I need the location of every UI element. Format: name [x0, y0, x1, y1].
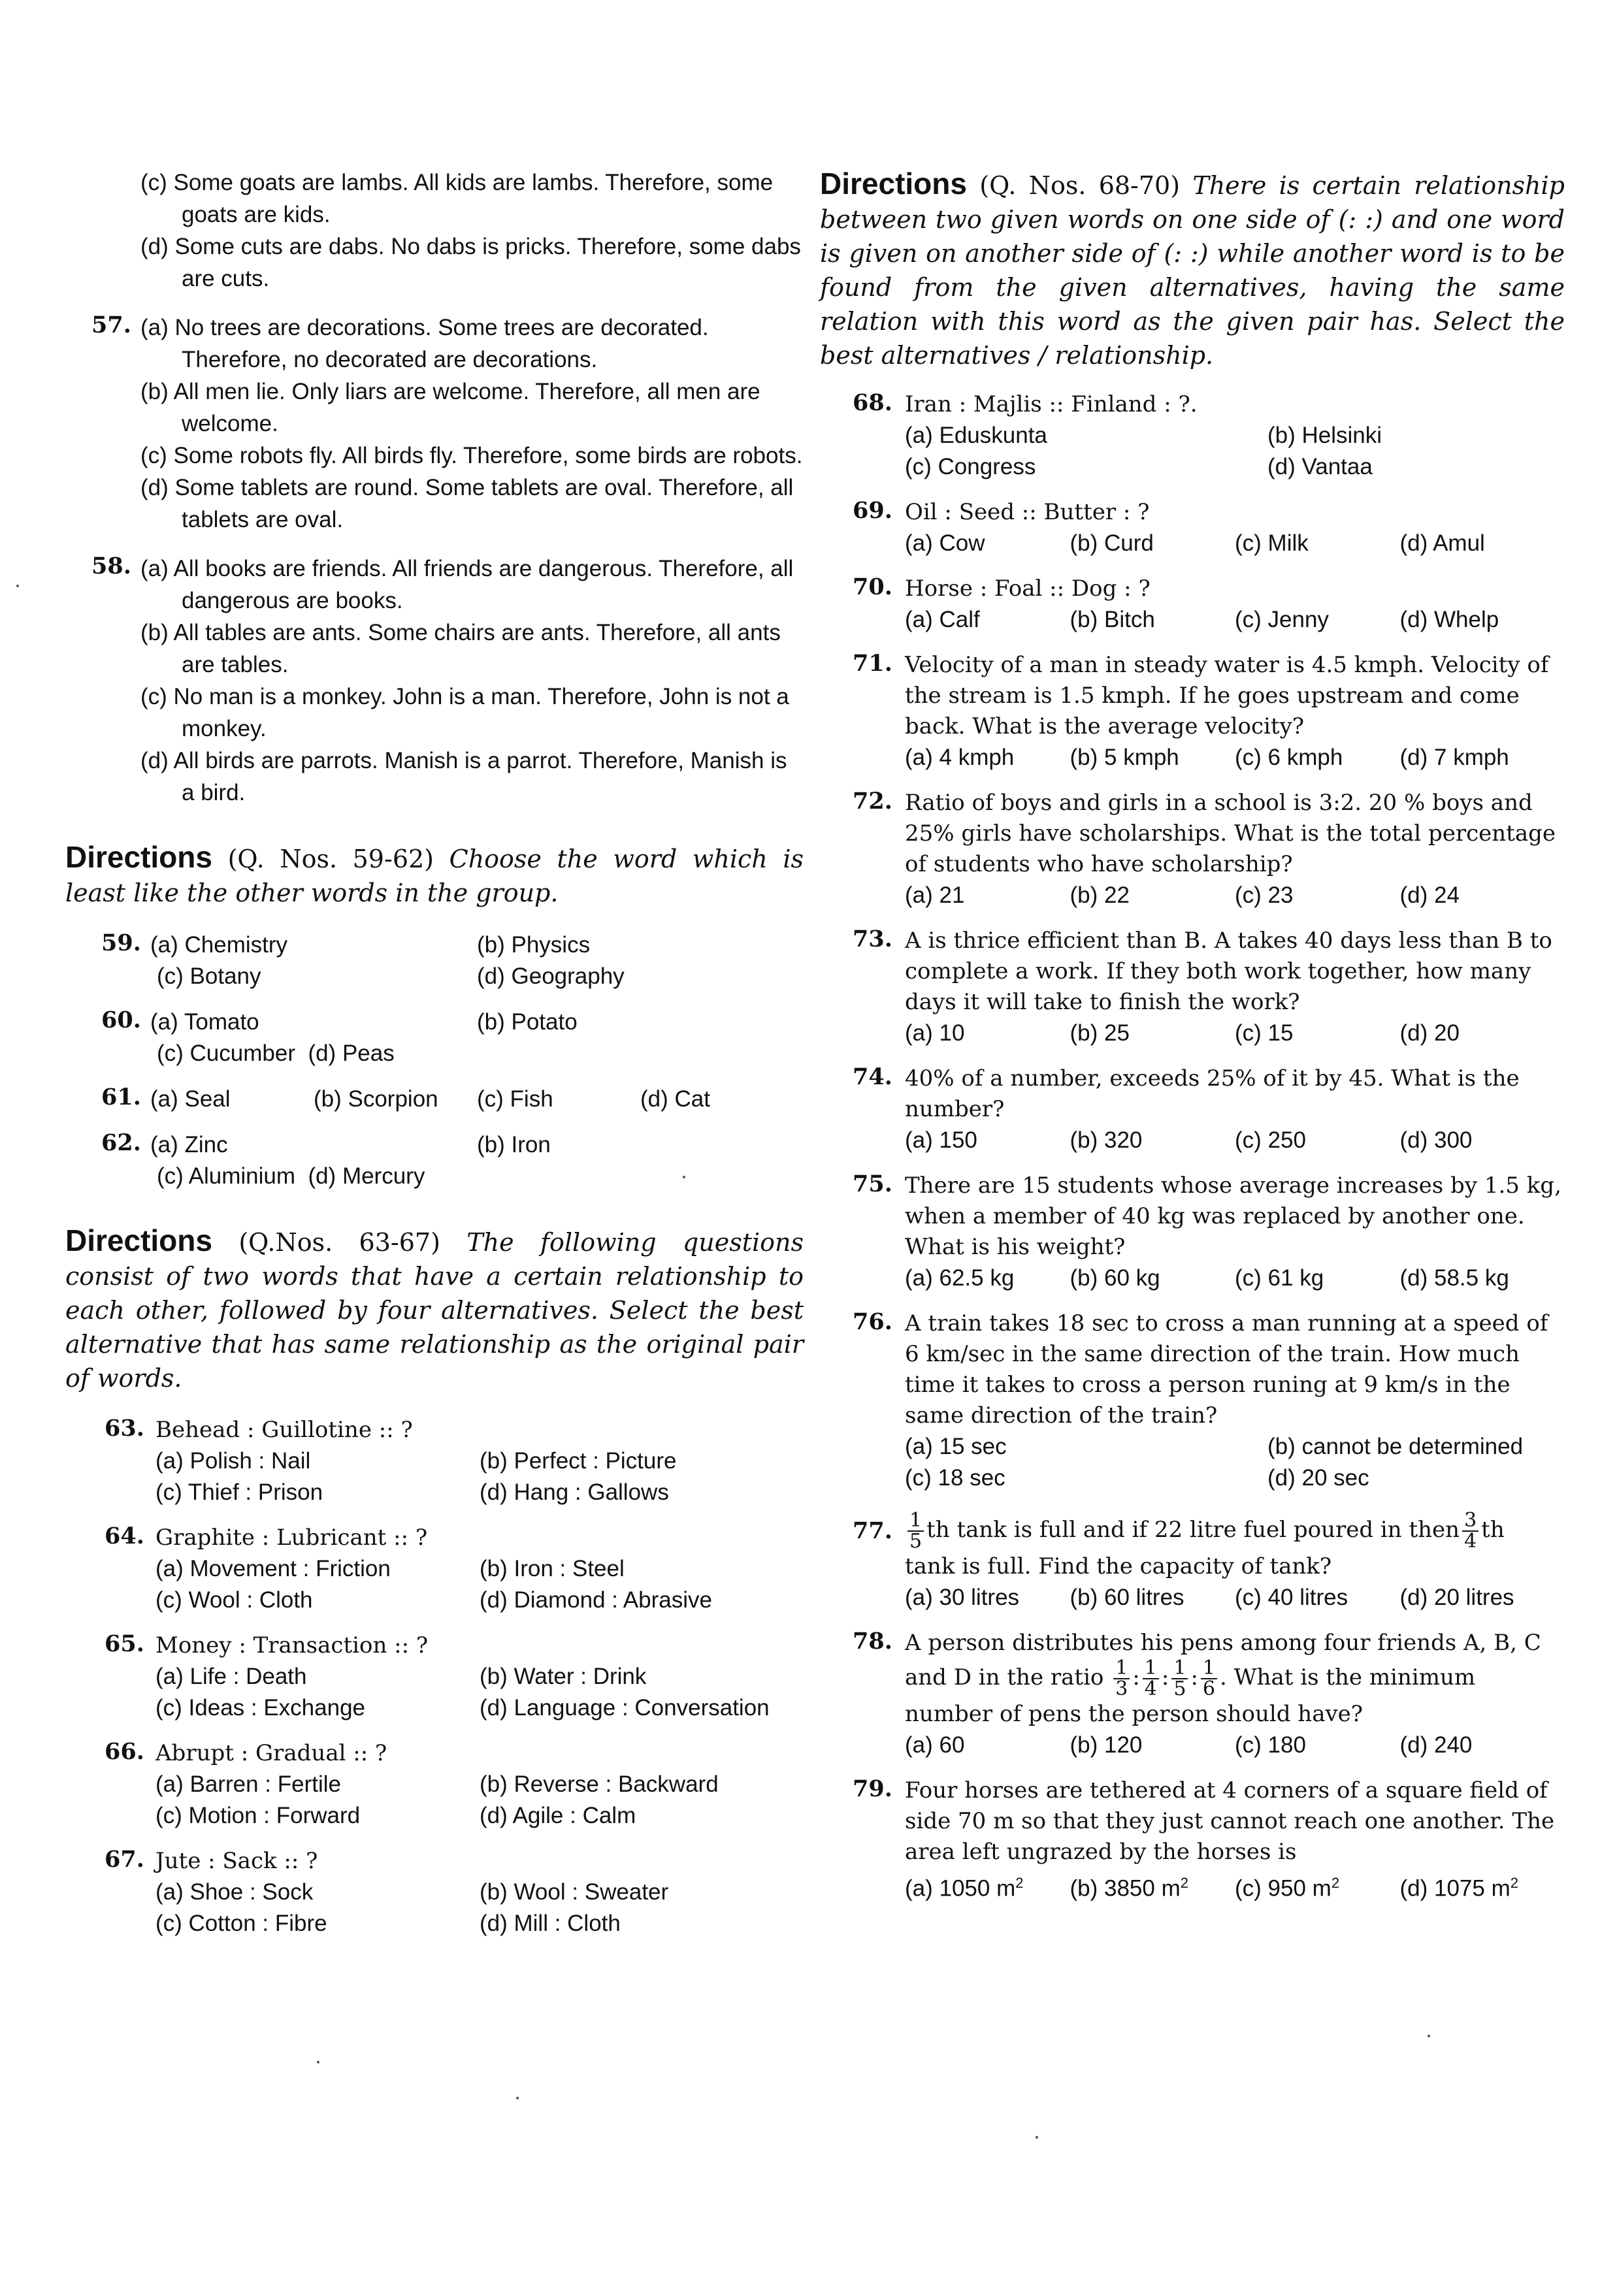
option-b: (b) 25: [1070, 1020, 1130, 1046]
option-a: (a) Shoe : Sock: [155, 1879, 314, 1905]
option-a: (a) Movement : Friction: [155, 1556, 391, 1581]
question-72: [820, 788, 1565, 911]
option-a: (a) Calf: [905, 607, 980, 632]
question-number: 72.: [853, 788, 892, 815]
option-b: (b) 320: [1070, 1127, 1143, 1153]
option-b: (b) cannot be determined: [1267, 1434, 1524, 1459]
option-c: (c) Motion : Forward: [155, 1803, 361, 1828]
option-a: (a) 4 kmph: [905, 745, 1015, 770]
option-d: (d) Diamond : Abrasive: [480, 1587, 712, 1613]
question-76: [820, 1308, 1565, 1494]
option-d: (d) Mercury: [308, 1163, 425, 1189]
question-number: 79.: [853, 1775, 892, 1802]
directions-heading: Directions: [820, 167, 967, 201]
question-stem: A train takes 18 sec to cross a man running at a speed of 6 km/sec in the same direction of the train. How much time it takes to cross a person runing at 9 km/s in the same direction of the train?: [905, 1310, 1548, 1429]
question-67: [65, 1846, 804, 1939]
question-number: 61.: [101, 1084, 141, 1110]
option-b: (b) Bitch: [1070, 607, 1155, 632]
question-68: [820, 389, 1565, 483]
question-59: [65, 930, 804, 992]
option-b: (b) Perfect : Picture: [480, 1448, 677, 1474]
question-number: 75.: [853, 1171, 892, 1197]
question-stem: Velocity of a man in steady water is 4.5 kmph. Velocity of the stream is 1.5 kmph. If he goes upstream and come back. What is the average velocity?: [905, 652, 1549, 739]
option-c: (c) Milk: [1235, 530, 1309, 556]
option-d: (d) Whelp: [1399, 607, 1499, 632]
option-a: (a) Life : Death: [155, 1664, 307, 1689]
question-61: [65, 1084, 804, 1115]
option-a: (a) 1050 $m^2$: [905, 1875, 1024, 1901]
question-62: [65, 1129, 804, 1192]
option-d: (d) Amul: [1399, 530, 1485, 556]
option-a: (a) Barren : Fertile: [155, 1771, 341, 1797]
option-b: (b) 60 litres: [1070, 1585, 1184, 1610]
option-a: (a) Cow: [905, 530, 985, 556]
option-d: (d) Vantaa: [1267, 454, 1373, 479]
scan-speck: [683, 1176, 685, 1178]
question-77: [820, 1511, 1565, 1613]
option-b: (b) Iron : Steel: [480, 1556, 625, 1581]
question-74: [820, 1063, 1565, 1156]
option-b: (b) 22: [1070, 882, 1130, 908]
option-d: (d) Hang : Gallows: [480, 1479, 669, 1505]
question-stem: A person distributes his pens among four friends A, B, C and D in the ratio $\frac{1}{3}$ : $\frac{1}{4}$ : $\frac{1}{5}$ : $\frac{1}{6}$ . What is the minimum number of pens the person should have?: [905, 1630, 1541, 1727]
question-number: 58.: [91, 553, 131, 579]
option-d: (d) 58.5 kg: [1399, 1265, 1509, 1291]
question-number: 65.: [105, 1630, 144, 1657]
option-a: (a) 30 litres: [905, 1585, 1020, 1610]
question-stem: Iran : Majlis :: Finland : ?.: [905, 391, 1198, 417]
directions-heading: Directions: [65, 1223, 212, 1257]
option-d: (d) 24: [1399, 882, 1460, 908]
scan-speck: [516, 2097, 519, 2099]
question-number: 71.: [853, 650, 892, 677]
right-column: [820, 167, 1565, 1905]
question-56-continued: [65, 167, 804, 295]
option-d: (d) Mill : Cloth: [480, 1911, 621, 1936]
question-stem: Horse : Foal :: Dog : ?: [905, 575, 1151, 602]
option-b: (b) Potato: [477, 1009, 578, 1035]
directions-ref: (Q. Nos. 68-70): [979, 171, 1181, 200]
question-number: 64.: [105, 1523, 144, 1549]
option-a: (a) All books are friends. All friends are dangerous. Therefore, all dangerous are books.: [140, 556, 794, 613]
fraction-one-fourth: $\frac{1}{4}$: [1143, 1658, 1159, 1699]
option-a: (a) Zinc: [150, 1132, 228, 1157]
option-d: (d) Some tablets are round. Some tablets are oval. Therefore, all tablets are oval.: [140, 475, 794, 532]
option-c: (c) 6 kmph: [1235, 745, 1343, 770]
directions-59-62: [65, 840, 804, 910]
question-69: [820, 497, 1565, 559]
directions-text: There is certain relationship between two given words on one side of (: :) and one word is given on another side of (: :) while another word is to be found from the given alternatives, having the same relation with this word as the given pair has. Select the best alternatives / relationship.: [820, 171, 1565, 370]
question-number: 66.: [105, 1738, 144, 1765]
left-column: [65, 167, 804, 1939]
option-d: (d) 20 litres: [1399, 1585, 1514, 1610]
option-d: (d) Geography: [477, 963, 625, 989]
option-b: (b) Water : Drink: [480, 1664, 647, 1689]
question-stem: Graphite : Lubricant :: ?: [155, 1525, 428, 1551]
option-c: (c) 40 litres: [1235, 1585, 1348, 1610]
fraction-one-sixth: $\frac{1}{6}$: [1201, 1658, 1217, 1699]
option-d: (d) 1075 $m^2$: [1399, 1875, 1518, 1901]
option-a: (a) Polish : Nail: [155, 1448, 311, 1474]
question-73: [820, 926, 1565, 1049]
option-c: (c) 15: [1235, 1020, 1294, 1046]
option-d: (d) 20: [1399, 1020, 1460, 1046]
question-number: 67.: [105, 1846, 144, 1873]
question-number: 70.: [853, 574, 892, 600]
option-d: (d) Cat: [640, 1086, 710, 1112]
option-a: (a) 150: [905, 1127, 977, 1153]
question-65: [65, 1630, 804, 1724]
question-number: 59.: [101, 930, 141, 956]
option-b: (b) Physics: [477, 932, 591, 958]
question-number: 63.: [105, 1415, 144, 1442]
option-c: (c) 23: [1235, 882, 1294, 908]
option-a: (a) 60: [905, 1732, 965, 1758]
question-stem: Four horses are tethered at 4 corners of a square field of side 70 m so that they just cannot reach one another. The area left ungrazed by the horses is: [905, 1777, 1555, 1865]
option-a: (a) 62.5 kg: [905, 1265, 1015, 1291]
option-b: (b) 120: [1070, 1732, 1143, 1758]
question-58: [65, 553, 804, 809]
option-d: (d) 240: [1399, 1732, 1473, 1758]
option-c: (c) 61 kg: [1235, 1265, 1324, 1291]
question-64: [65, 1523, 804, 1616]
question-number: 57.: [91, 312, 131, 338]
question-stem: A is thrice efficient than B. A takes 40 days less than B to complete a work. If they both work together, how many days it will take to finish the work?: [905, 928, 1552, 1015]
option-d: (d) Language : Conversation: [480, 1695, 770, 1721]
option-c: (c) Jenny: [1235, 607, 1329, 632]
option-a: (a) 10: [905, 1020, 965, 1046]
directions-text: Choose the word which is least like the other words in the group.: [65, 845, 804, 907]
directions-63-67: [65, 1223, 804, 1395]
option-c: (c) 250: [1235, 1127, 1306, 1153]
question-number: 62.: [101, 1129, 141, 1156]
option-a: (a) Seal: [150, 1086, 231, 1112]
question-stem: $\frac{1}{5}$ th tank is full and if 22 litre fuel poured in then $\frac{3}{4}$ th tank is full. Find the capacity of tank?: [905, 1509, 1505, 1579]
scan-speck: [317, 2061, 319, 2063]
option-d: (d) All birds are parrots. Manish is a parrot. Therefore, Manish is a bird.: [140, 748, 787, 805]
question-number: 69.: [853, 497, 892, 524]
question-stem: Jute : Sack :: ?: [155, 1848, 318, 1874]
question-number: 73.: [853, 926, 892, 952]
option-c: (c) Some goats are lambs. All kids are lambs. Therefore, some goats are kids.: [140, 170, 774, 227]
scan-speck: [1428, 2035, 1430, 2037]
question-stem: Ratio of boys and girls in a school is 3:2. 20 % boys and 25% girls have scholarships. What is the total percentage of students who have scholarship?: [905, 790, 1556, 877]
question-number: 77.: [853, 1517, 892, 1544]
fraction-one-fifth: $\frac{1}{5}$: [1171, 1658, 1188, 1699]
scan-speck: [1036, 2136, 1038, 2139]
option-d: (d) 7 kmph: [1399, 745, 1509, 770]
question-stem: Money : Transaction :: ?: [155, 1632, 429, 1658]
option-c: (c) Some robots fly. All birds fly. Therefore, some birds are robots.: [140, 443, 803, 468]
question-stem: 40% of a number, exceeds 25% of it by 45. What is the number?: [905, 1065, 1520, 1122]
question-75: [820, 1171, 1565, 1294]
option-d: (d) Agile : Calm: [480, 1803, 636, 1828]
option-b: (b) 5 kmph: [1070, 745, 1179, 770]
option-c: (c) Fish: [477, 1086, 553, 1112]
option-c-d: [150, 1161, 477, 1192]
option-c: (c) 950 $m^2$: [1235, 1875, 1340, 1901]
option-a: (a) Chemistry: [150, 932, 288, 958]
directions-ref: (Q. Nos. 59-62): [227, 845, 434, 873]
question-stem: Behead : Guillotine :: ?: [155, 1417, 413, 1443]
question-number: 60.: [101, 1007, 141, 1033]
question-stem: Oil : Seed :: Butter : ?: [905, 499, 1150, 525]
option-a: (a) 21: [905, 882, 965, 908]
option-d: (d) Some cuts are dabs. No dabs is pricks. Therefore, some dabs are cuts.: [140, 234, 801, 291]
option-a: (a) 15 sec: [905, 1434, 1007, 1459]
question-70: [820, 574, 1565, 636]
option-c: (c) Congress: [905, 454, 1036, 479]
question-number: 78.: [853, 1628, 892, 1655]
option-b: (b) All tables are ants. Some chairs are ants. Therefore, all ants are tables.: [140, 620, 781, 677]
option-c: (c) Wool : Cloth: [155, 1587, 313, 1613]
option-b: (b) Curd: [1070, 530, 1154, 556]
question-stem: Abrupt : Gradual :: ?: [155, 1740, 387, 1766]
question-66: [65, 1738, 804, 1832]
option-b: (b) Helsinki: [1267, 423, 1382, 448]
option-d: (d) Peas: [308, 1041, 395, 1066]
option-b: (b) Iron: [477, 1132, 551, 1157]
option-c: (c) Ideas : Exchange: [155, 1695, 365, 1721]
fraction-one-third: $\frac{1}{3}$: [1113, 1658, 1130, 1699]
scan-speck: [16, 585, 19, 587]
option-a: (a) No trees are decorations. Some trees are decorated. Therefore, no decorated are decorations.: [140, 315, 709, 372]
question-number: 68.: [853, 389, 892, 416]
directions-ref: (Q.Nos. 63-67): [238, 1228, 440, 1257]
option-a: (a) Eduskunta: [905, 423, 1047, 448]
option-c: (c) 180: [1235, 1732, 1306, 1758]
option-a: (a) Tomato: [150, 1009, 259, 1035]
question-79: [820, 1775, 1565, 1905]
option-d: (d) 300: [1399, 1127, 1473, 1153]
option-b: (b) 60 kg: [1070, 1265, 1160, 1291]
option-d: (d) 20 sec: [1267, 1465, 1369, 1491]
question-60: [65, 1007, 804, 1069]
question-71: [820, 650, 1565, 773]
option-c: (c) Botany: [157, 963, 261, 989]
question-number: 76.: [853, 1308, 892, 1335]
option-b: (b) Scorpion: [314, 1086, 438, 1112]
option-b: (b) Reverse : Backward: [480, 1771, 719, 1797]
option-c: (c) Thief : Prison: [155, 1479, 323, 1505]
directions-heading: Directions: [65, 840, 212, 874]
option-c: (c) Aluminium: [157, 1163, 295, 1189]
option-c: (c) No man is a monkey. John is a man. Therefore, John is not a monkey.: [140, 684, 789, 741]
question-78: [820, 1628, 1565, 1761]
question-stem: There are 15 students whose average increases by 1.5 kg, when a member of 40 kg was replaced by another one. What is his weight?: [905, 1172, 1561, 1260]
directions-text: The following questions consist of two words that have a certain relationship to each other, followed by four alternatives. Select the best alternative that has same relationship as the original pair of words.: [65, 1228, 804, 1393]
option-b: (b) All men lie. Only liars are welcome. Therefore, all men are welcome.: [140, 379, 760, 436]
fraction-one-fifth: $\frac{1}{5}$: [907, 1511, 924, 1551]
fraction-three-fourths: $\frac{3}{4}$: [1462, 1511, 1478, 1551]
question-63: [65, 1415, 804, 1508]
option-c-d: [150, 1038, 477, 1069]
question-57: [65, 312, 804, 536]
option-b: (b) Wool : Sweater: [480, 1879, 669, 1905]
question-number: 74.: [853, 1063, 892, 1090]
option-b: (b) 3850 $m^2$: [1070, 1875, 1188, 1901]
directions-68-70: [820, 167, 1565, 372]
option-c: (c) 18 sec: [905, 1465, 1005, 1491]
option-c: (c) Cotton : Fibre: [155, 1911, 327, 1936]
option-c: (c) Cucumber: [157, 1041, 295, 1066]
